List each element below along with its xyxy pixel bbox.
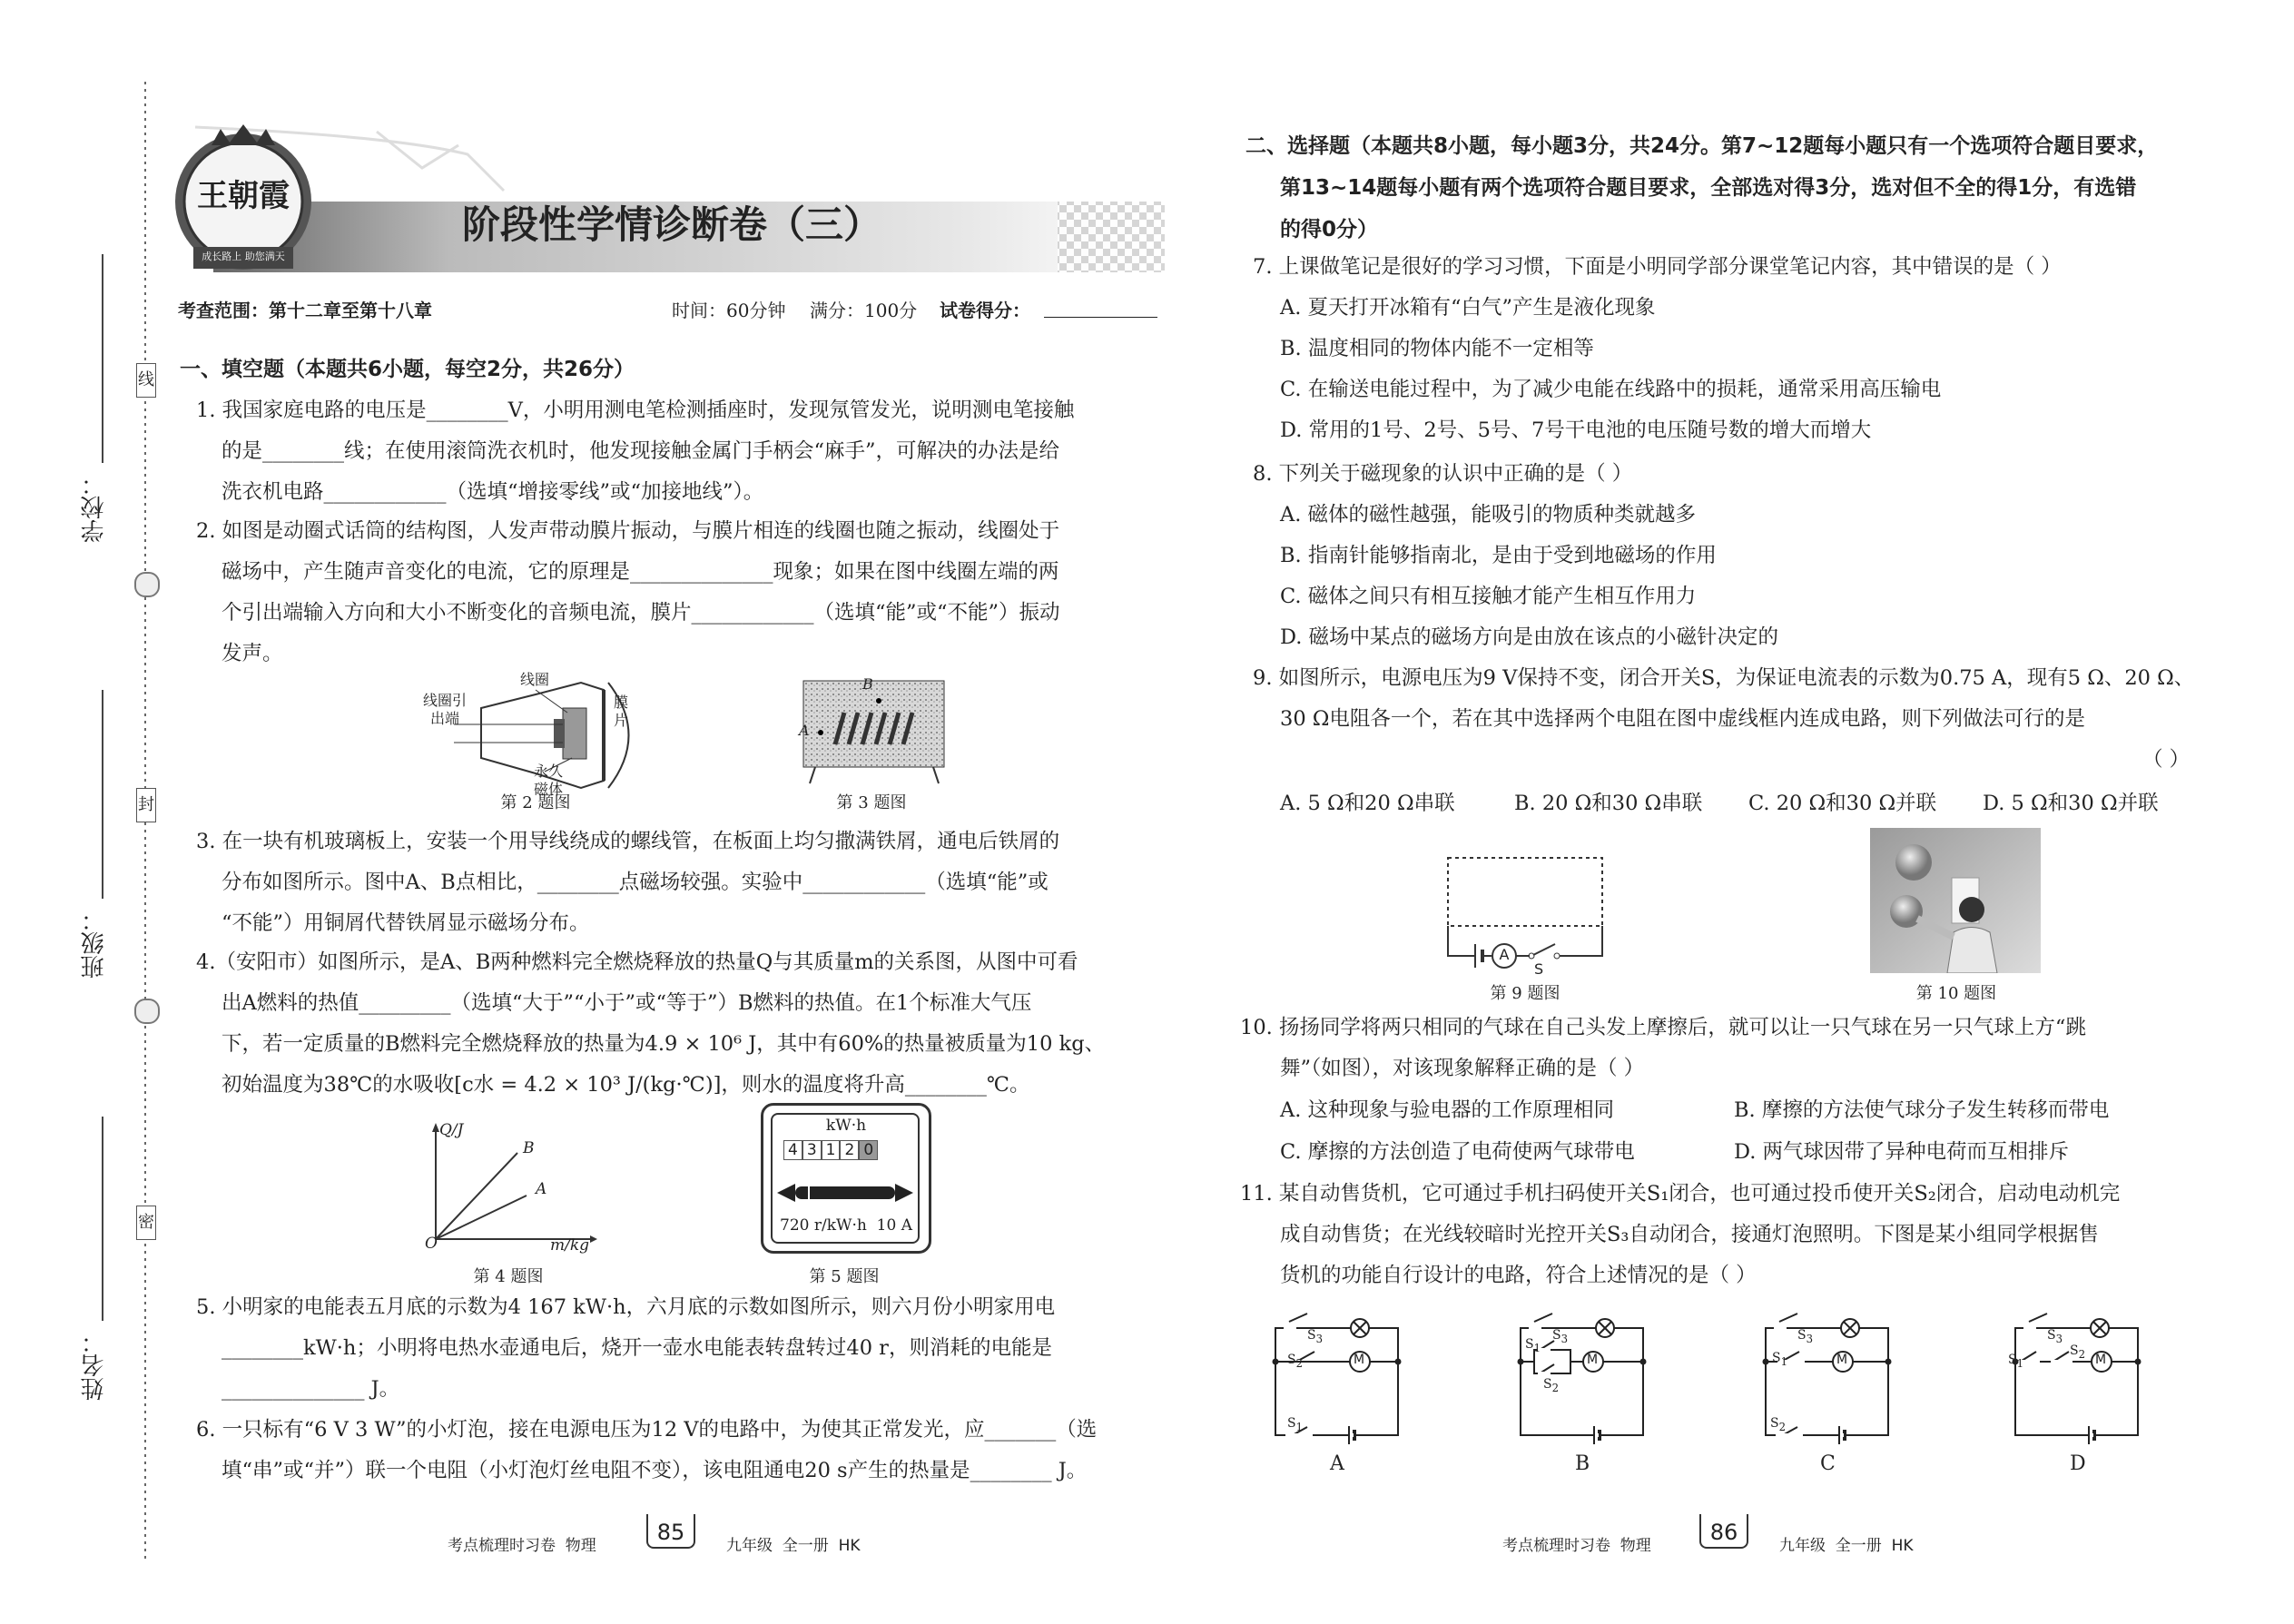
q9-option-b[interactable]: B. 20 Ω和30 Ω串联 bbox=[1514, 792, 1703, 815]
q5-line: ______________ J。 bbox=[222, 1377, 400, 1401]
fig2-leads-line: 线圈引 bbox=[423, 692, 468, 709]
fig4-y-label: Q/J bbox=[439, 1121, 464, 1139]
circuit-d-s1-label bbox=[2008, 1353, 2023, 1370]
meter-digit: 0 bbox=[859, 1140, 878, 1160]
q1-line: 洗衣机电路____________（选填“增接零线”或“加接地线”）。 bbox=[222, 480, 764, 504]
fig2-caption: 第 2 题图 bbox=[500, 793, 571, 812]
question-9 bbox=[1253, 658, 2194, 740]
q7-option-b[interactable]: B. 温度相同的物体内能不一定相等 bbox=[1280, 337, 1594, 360]
s-letter: S bbox=[2008, 1353, 2017, 1367]
footer-grade-right: 九年级 全一册 HK bbox=[1779, 1537, 1914, 1555]
switch-s1-icon bbox=[2022, 1352, 2036, 1361]
fig2-membrane-line: 膜 bbox=[614, 694, 629, 711]
circuit-a-s2-label bbox=[1287, 1353, 1303, 1370]
q9-option-c[interactable]: C. 20 Ω和30 Ω并联 bbox=[1748, 792, 1937, 815]
question-1 bbox=[196, 390, 1074, 513]
q5-line: 5. 小明家的电能表五月底的示数为4 167 kW·h，六月底的示数如图所示，则六月份小明家用电 bbox=[196, 1295, 1056, 1319]
binding-hole-icon bbox=[134, 572, 160, 597]
q7-option-c[interactable]: C. 在输送电能过程中，为了减少电能在线路中的损耗，通常采用高压输电 bbox=[1280, 378, 1942, 401]
switch-s3-icon bbox=[2029, 1314, 2047, 1322]
fig9-switch-label: S bbox=[1534, 960, 1544, 978]
s-letter: S bbox=[2070, 1343, 2079, 1358]
circuit-a-motor-label: M bbox=[1353, 1353, 1365, 1367]
seal-seal-label: 封 bbox=[136, 788, 156, 822]
circuit-d[interactable] bbox=[2015, 1314, 2138, 1444]
fig2-magnet-line: 磁体 bbox=[534, 781, 564, 798]
switch-s3-icon bbox=[1289, 1314, 1307, 1322]
q5-line: ________kW·h；小明将电热水壶通电后，烧开一壶水电能表转盘转过40 r，则消耗的电能是 bbox=[222, 1336, 1052, 1360]
s-subscript: 2 bbox=[1551, 1381, 1560, 1394]
circuit-a-label[interactable]: A bbox=[1330, 1452, 1344, 1475]
s-subscript: 1 bbox=[2016, 1356, 2024, 1370]
question-5 bbox=[196, 1287, 1055, 1410]
q8-option-d[interactable]: D. 磁场中某点的磁场方向是由放在该点的小磁针决定的 bbox=[1280, 625, 1779, 649]
class-label: 班级： bbox=[81, 908, 108, 979]
s-subscript: 1 bbox=[1780, 1354, 1788, 1368]
circuit-b[interactable] bbox=[1521, 1314, 1643, 1444]
question-10 bbox=[1240, 1008, 2086, 1089]
page-number-left: 85 bbox=[646, 1514, 695, 1549]
figure-5-meter bbox=[761, 1103, 931, 1254]
page-title: 阶段性学情诊断卷（三） bbox=[461, 202, 881, 247]
q9-answer-paren[interactable]: （ ） bbox=[2142, 748, 2191, 772]
circuit-b-s3-label bbox=[1552, 1328, 1568, 1345]
exam-score-field[interactable] bbox=[1044, 317, 1157, 318]
fig3-caption: 第 3 题图 bbox=[836, 793, 907, 812]
seal-line-label: 线 bbox=[136, 363, 156, 398]
q4-line: 4.（安阳市）如图所示，是A、B两种燃料完全燃烧释放的热量Q与其质量m的关系图，从图中可看 bbox=[196, 950, 1078, 974]
s-subscript: 2 bbox=[1295, 1356, 1304, 1370]
s-letter: S bbox=[1287, 1416, 1296, 1431]
section1-heading: 一、填空题（本题共6小题，每空2分，共26分） bbox=[180, 358, 635, 381]
q4-line: 初始温度为38℃的水吸收[c水 = 4.2 × 10³ J/(kg·℃)]，则水的温度将升高________℃。 bbox=[222, 1073, 1030, 1097]
school-label: 学校： bbox=[81, 472, 108, 543]
circuit-d-label[interactable]: D bbox=[2070, 1452, 2086, 1475]
fig9-ammeter-label: A bbox=[1499, 946, 1510, 963]
brand-slogan: 成长路上 助您满天 bbox=[202, 251, 285, 262]
q11-stem-line: 11. 某自动售货机，它可通过手机扫码使开关S₁闭合，也可通过投币使开关S₂闭合，启动电动机完 bbox=[1240, 1182, 2121, 1206]
q2-line: 磁场中，产生随声音变化的电流，它的原理是______________现象；如果在图中线圈左端的两 bbox=[222, 560, 1059, 584]
fig4-label-a: A bbox=[536, 1180, 547, 1198]
fig4-origin: O bbox=[425, 1235, 438, 1253]
s-letter: S bbox=[1307, 1328, 1316, 1343]
q11-stem-line: 货机的功能自行设计的电路，符合上述情况的是（ ） bbox=[1280, 1264, 1757, 1287]
fig2-leads-label bbox=[423, 692, 467, 728]
s-subscript: 3 bbox=[1561, 1332, 1569, 1345]
circuit-b-s2-label bbox=[1543, 1377, 1559, 1394]
q8-stem: 8. 下列关于磁现象的认识中正确的是（ ） bbox=[1253, 462, 1633, 486]
circuit-c-s3-label bbox=[1797, 1328, 1813, 1345]
question-4 bbox=[196, 942, 1105, 1106]
fig10-caption: 第 10 题图 bbox=[1915, 984, 1997, 1003]
seal-dense-label: 密 bbox=[136, 1206, 156, 1240]
circuit-d-motor-label: M bbox=[2094, 1353, 2107, 1367]
circuit-c-s2-label bbox=[1770, 1416, 1786, 1433]
s-subscript: 3 bbox=[1315, 1332, 1324, 1345]
fig2-coil-label: 线圈 bbox=[520, 671, 550, 688]
s-subscript: 1 bbox=[1295, 1420, 1304, 1433]
fig3-point-b: B bbox=[862, 675, 873, 693]
circuit-c-motor-label: M bbox=[1836, 1353, 1848, 1367]
meter-unit: kW·h bbox=[825, 1117, 867, 1135]
q10-option-c[interactable]: C. 摩擦的方法创造了电荷使两气球带电 bbox=[1280, 1140, 1635, 1164]
footer-grade-left: 九年级 全一册 HK bbox=[726, 1537, 861, 1555]
q10-option-d[interactable]: D. 两气球因带了异种电荷而互相排斥 bbox=[1734, 1140, 2070, 1164]
meter-digits bbox=[783, 1140, 878, 1160]
switch-s2-icon bbox=[2054, 1352, 2069, 1361]
q3-line: 3. 在一块有机玻璃板上，安装一个用导线绕成的螺线管，在板面上均匀撒满铁屑，通电后铁屑的 bbox=[196, 830, 1060, 853]
fig4-line-a bbox=[436, 1196, 527, 1239]
exam-score-label: 试卷得分： bbox=[940, 300, 1030, 321]
q2-line: 2. 如图是动圈式话筒的结构图，人发声带动膜片振动，与膜片相连的线圈也随之振动，线圈处于 bbox=[196, 519, 1060, 543]
binding-hole-icon bbox=[134, 999, 160, 1024]
section2-heading bbox=[1245, 125, 2158, 251]
q2-line: 发声。 bbox=[222, 642, 283, 665]
fig9-dashed-box bbox=[1448, 858, 1602, 926]
fig2-magnet-line: 永久 bbox=[534, 763, 564, 780]
q11-stem-line: 成自动售货；在光线较暗时光控开关S₃自动闭合，接通灯泡照明。下图是某小组同学根据售 bbox=[1280, 1223, 2099, 1246]
s-letter: S bbox=[1525, 1337, 1534, 1352]
question-11 bbox=[1240, 1174, 2120, 1296]
exam-range: 考查范围：第十二章至第十八章 bbox=[178, 300, 432, 321]
q6-line: 6. 一只标有“6 V 3 W”的小灯泡，接在电源电压为12 V的电路中，为使其正常发光，应_______（选 bbox=[196, 1418, 1098, 1442]
question-3 bbox=[196, 822, 1059, 944]
fig4-caption: 第 4 题图 bbox=[473, 1267, 544, 1286]
section2-line: 二、选择题（本题共8小题，每小题3分，共24分。第7~12题每小题只有一个选项符合题目要求， bbox=[1245, 134, 2159, 158]
brand-name: 王朝霞 bbox=[197, 178, 290, 214]
s-subscript: 2 bbox=[2078, 1347, 2086, 1361]
fig5-caption: 第 5 题图 bbox=[809, 1267, 880, 1286]
s-letter: S bbox=[1772, 1351, 1781, 1365]
name-field[interactable] bbox=[102, 1117, 103, 1321]
switch-icon bbox=[1533, 944, 1555, 955]
fig2-leads-line: 出端 bbox=[430, 710, 460, 727]
fig4-x-label: m/kg bbox=[550, 1236, 590, 1255]
fig3-point-a: A bbox=[799, 722, 810, 739]
school-field[interactable] bbox=[102, 254, 103, 463]
circuit-a-s1-label bbox=[1287, 1416, 1303, 1433]
question-8 bbox=[1253, 454, 1778, 658]
balloon-icon bbox=[1895, 844, 1932, 881]
switch-s3-icon bbox=[1779, 1314, 1797, 1322]
q7-stem: 7. 上课做笔记是很好的学习习惯，下面是小明同学部分课堂笔记内容，其中错误的是（ ） bbox=[1253, 255, 2062, 279]
q3-line: “不能”）用铜屑代替铁屑显示磁场分布。 bbox=[222, 911, 590, 935]
q8-option-b[interactable]: B. 指南针能够指南北，是由于受到地磁场的作用 bbox=[1280, 544, 1717, 567]
meter-digit: 1 bbox=[822, 1140, 841, 1160]
q9-option-a[interactable]: A. 5 Ω和20 Ω串联 bbox=[1280, 792, 1455, 815]
circuit-b-motor-label: M bbox=[1586, 1353, 1599, 1367]
circuit-b-label[interactable]: B bbox=[1575, 1452, 1590, 1475]
q6-line: 填“串”或“并”）联一个电阻（小灯泡灯丝电阻不变），该电阻通电20 s产生的热量是________ J。 bbox=[222, 1459, 1088, 1482]
figure-10-photo bbox=[1870, 828, 2041, 973]
meter-digit: 2 bbox=[840, 1140, 859, 1160]
q9-option-d[interactable]: D. 5 Ω和30 Ω并联 bbox=[1983, 792, 2159, 815]
q9-stem-line: 9. 如图所示，电源电压为9 V保持不变，闭合开关S，为保证电流表的示数为0.75 A，现有5 Ω、20 Ω、 bbox=[1253, 666, 2195, 690]
q11-circuit-options bbox=[1262, 1294, 2179, 1475]
q10-option-a[interactable]: A. 这种现象与验电器的工作原理相同 bbox=[1280, 1098, 1615, 1122]
circuit-d-s2-label bbox=[2070, 1343, 2085, 1361]
s-letter: S bbox=[1770, 1416, 1779, 1431]
s-letter: S bbox=[1287, 1353, 1296, 1367]
person-icon bbox=[1959, 897, 1984, 922]
question-2 bbox=[196, 511, 1060, 674]
q4-line: 下，若一定质量的B燃料完全燃烧释放的热量为4.9 × 10⁶ J，其中有60%的热量被质量为10 kg、 bbox=[222, 1032, 1106, 1056]
q7-option-d[interactable]: D. 常用的1号、2号、5号、7号干电池的电压随号数的增大而增大 bbox=[1280, 418, 1872, 442]
figure-3-solenoid bbox=[799, 676, 953, 785]
question-7 bbox=[1253, 247, 2062, 451]
class-field[interactable] bbox=[102, 690, 103, 899]
circuit-d-s3-label bbox=[2047, 1328, 2063, 1345]
q10-stem-line: 舞”（如图），对该现象解释正确的是（ ） bbox=[1280, 1057, 1645, 1080]
q8-option-c[interactable]: C. 磁体之间只有相互接触才能产生相互作用力 bbox=[1280, 585, 1697, 608]
s-letter: S bbox=[1552, 1328, 1561, 1343]
page-number-right: 86 bbox=[1699, 1514, 1748, 1549]
question-6 bbox=[196, 1410, 1097, 1491]
q2-line: 个引出端输入方向和大小不断变化的音频电流，膜片____________（选填“能”或“不能”）振动 bbox=[222, 601, 1060, 625]
exam-time: 时间：60分钟 bbox=[672, 300, 786, 321]
q1-line: 1. 我国家庭电路的电压是________V，小明用测电笔检测插座时，发现氖管发光，说明测电笔接触 bbox=[196, 399, 1075, 422]
meter-digit: 4 bbox=[783, 1140, 802, 1160]
figure-9-circuit bbox=[1439, 853, 1611, 980]
footer-book-left: 考点梳理时习卷 物理 bbox=[448, 1537, 596, 1555]
circuit-a-s3-label bbox=[1307, 1328, 1323, 1345]
meter-rating: 720 r/kW·h 10 A bbox=[780, 1216, 912, 1235]
section2-line: 的得0分） bbox=[1280, 218, 1379, 241]
q10-stem-line: 10. 扬扬同学将两只相同的气球在自己头发上摩擦后，就可以让一只气球在另一只气球上方“跳 bbox=[1240, 1016, 2086, 1039]
s-letter: S bbox=[2047, 1328, 2056, 1343]
s-letter: S bbox=[1797, 1328, 1807, 1343]
switch-s3-icon bbox=[1534, 1314, 1552, 1322]
s-subscript: 3 bbox=[1806, 1332, 1814, 1345]
fig2-membrane-line: 片 bbox=[614, 712, 629, 729]
s-subscript: 2 bbox=[1778, 1420, 1787, 1433]
q4-line: 出A燃料的热值_________（选填“大于”“小于”或“等于”）B燃料的热值。在1个标准大气压 bbox=[222, 991, 1032, 1015]
fig4-label-b: B bbox=[523, 1139, 535, 1157]
exam-full-score: 满分：100分 bbox=[810, 300, 918, 321]
q10-option-b[interactable]: B. 摩擦的方法使气球分子发生转移而带电 bbox=[1734, 1098, 2110, 1122]
s-subscript: 3 bbox=[2055, 1332, 2063, 1345]
circuit-c-label[interactable]: C bbox=[1820, 1452, 1836, 1475]
name-label: 姓名： bbox=[81, 1330, 108, 1401]
section2-line: 第13~14题每小题有两个选项符合题目要求，全部选对得3分，选对但不全的得1分，有选错 bbox=[1280, 176, 2137, 200]
s-letter: S bbox=[1543, 1377, 1552, 1392]
meter-disc-icon bbox=[773, 1175, 918, 1211]
circuit-c-s1-label bbox=[1772, 1351, 1787, 1368]
fig9-caption: 第 9 题图 bbox=[1490, 984, 1561, 1003]
q3-line: 分布如图所示。图中A、B点相比，________点磁场较强。实验中____________（选填“能”或 bbox=[222, 871, 1049, 894]
circuit-b-s1-label bbox=[1525, 1337, 1541, 1354]
q1-line: 的是________线；在使用滚筒洗衣机时，他发现接触金属门手柄会“麻手”，可解决的办法是给 bbox=[222, 439, 1060, 463]
meter-digit: 3 bbox=[802, 1140, 822, 1160]
q9-stem-line: 30 Ω电阻各一个，若在其中选择两个电阻在图中虚线框内连成电路，则下列做法可行的是 bbox=[1280, 707, 2085, 731]
footer-book-right: 考点梳理时习卷 物理 bbox=[1502, 1537, 1651, 1555]
fig2-membrane-label bbox=[614, 694, 628, 730]
s-subscript: 1 bbox=[1533, 1341, 1541, 1354]
fig4-line-b bbox=[436, 1153, 517, 1239]
q8-option-a[interactable]: A. 磁体的磁性越强，能吸引的物质种类就越多 bbox=[1280, 503, 1697, 527]
q7-option-a[interactable]: A. 夏天打开冰箱有“白气”产生是液化现象 bbox=[1280, 296, 1656, 320]
